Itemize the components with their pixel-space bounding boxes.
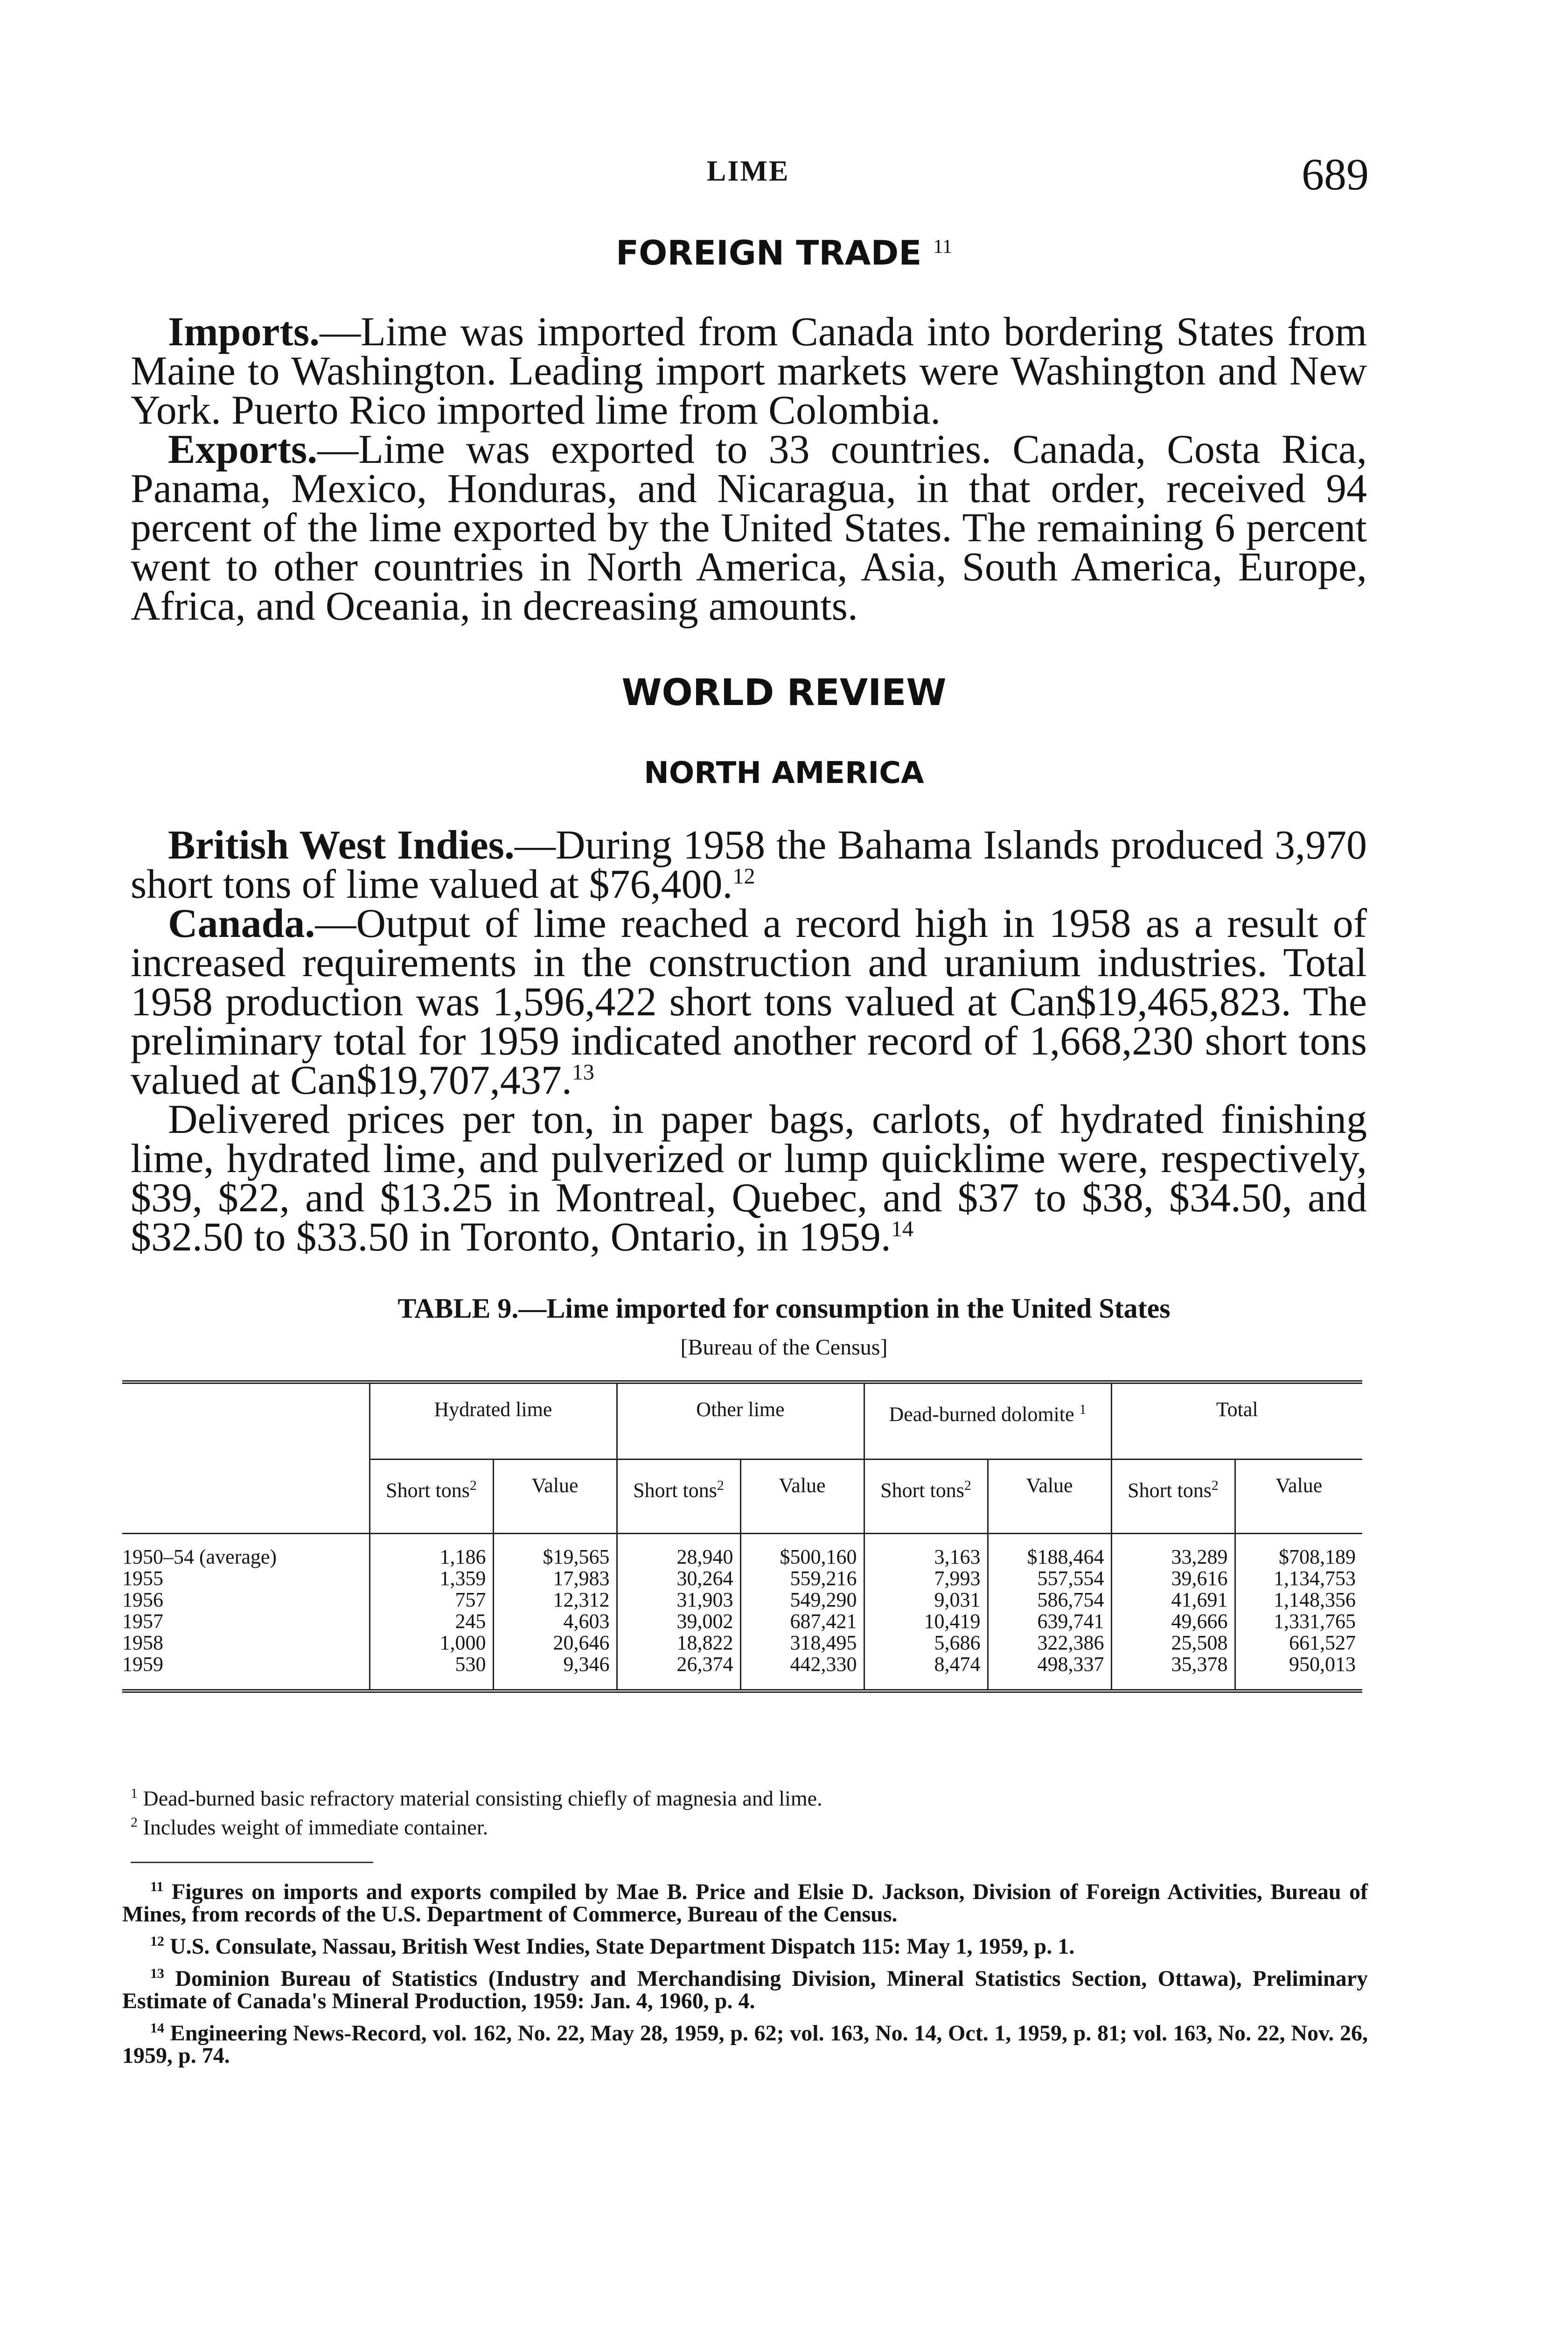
table-cell: 33,289 bbox=[1111, 1534, 1235, 1568]
table-cell: 9,031 bbox=[864, 1589, 988, 1611]
footnote-text: Figures on imports and exports compiled by Mae B. Price and Elsie D. Jackson, Division of Foreign Activities, Bureau of Mines, from records of the U.S. Department of Commerce, Bureau of the Census. bbox=[122, 1879, 1368, 1927]
table-cell: 1,331,765 bbox=[1235, 1611, 1362, 1632]
table-cell: $500,160 bbox=[740, 1534, 864, 1568]
table-cell: 31,903 bbox=[617, 1589, 740, 1611]
running-header bbox=[0, 148, 1568, 200]
footnote-text: Engineering News-Record, vol. 162, No. 22, May 28, 1959, p. 62; vol. 163, No. 14, Oct. 1, 1959, p. 81; vol. 163, No. 22, Nov. 26, 1959, p. 74. bbox=[122, 2021, 1368, 2068]
row-year: 1959 bbox=[122, 1653, 163, 1676]
table-cell: 7,993 bbox=[864, 1568, 988, 1589]
table-cell: 1,134,753 bbox=[1235, 1568, 1362, 1589]
footnote-mark: 14 bbox=[150, 2020, 164, 2036]
prices-paragraph bbox=[131, 1097, 1367, 1260]
row-year: 1958 bbox=[122, 1631, 163, 1654]
imports-paragraph bbox=[131, 309, 1367, 433]
table-cell: 442,330 bbox=[740, 1654, 864, 1691]
table-note-1-mark: 1 bbox=[131, 1786, 138, 1801]
table-cell: 557,554 bbox=[988, 1568, 1111, 1589]
table-cell: 757 bbox=[369, 1589, 493, 1611]
footnote bbox=[122, 1876, 1368, 1926]
table-cell: 39,616 bbox=[1111, 1568, 1235, 1589]
col-dolomite-value: Value bbox=[988, 1460, 1111, 1534]
canada-paragraph bbox=[131, 901, 1367, 1103]
table-cell: 8,474 bbox=[864, 1654, 988, 1691]
table-row bbox=[122, 1654, 1362, 1691]
table-cell: 39,002 bbox=[617, 1611, 740, 1632]
table-note-1-text: Dead-burned basic refractory material consisting chiefly of magnesia and lime. bbox=[143, 1786, 822, 1810]
table-cell: 35,378 bbox=[1111, 1654, 1235, 1691]
table-cell: 687,421 bbox=[740, 1611, 864, 1632]
world-review-heading: WORLD REVIEW bbox=[621, 672, 947, 714]
bwi-paragraph bbox=[131, 823, 1367, 907]
bwi-lead: British West Indies. bbox=[168, 823, 515, 868]
col-other-tons bbox=[617, 1460, 740, 1534]
table-cell: 17,983 bbox=[493, 1568, 617, 1589]
table-cell: 559,216 bbox=[740, 1568, 864, 1589]
col-total-value: Value bbox=[1235, 1460, 1362, 1534]
prices-note-mark: 14 bbox=[891, 1216, 913, 1242]
table-cell: $708,189 bbox=[1235, 1534, 1362, 1568]
col-group-dolomite bbox=[864, 1382, 1111, 1460]
footnotes bbox=[122, 1876, 1368, 2072]
table-cell: 3,163 bbox=[864, 1534, 988, 1568]
table-cell: 10,419 bbox=[864, 1611, 988, 1632]
running-title: LIME bbox=[707, 155, 790, 187]
col-group-other: Other lime bbox=[617, 1382, 864, 1460]
col-other-value: Value bbox=[740, 1460, 864, 1534]
table-cell: 661,527 bbox=[1235, 1632, 1362, 1654]
row-year: 1957 bbox=[122, 1610, 163, 1633]
table-cell: 549,290 bbox=[740, 1589, 864, 1611]
exports-paragraph bbox=[131, 427, 1367, 629]
dolomite-note-mark: 1 bbox=[1079, 1402, 1087, 1417]
table-caption: TABLE 9.—Lime imported for consumption in the United States bbox=[397, 1293, 1171, 1324]
table-note-1 bbox=[131, 1781, 1367, 1810]
col-other-tons-label: Short tons bbox=[633, 1479, 717, 1502]
page-number: 689 bbox=[1302, 149, 1369, 199]
col-dolomite-tons-label: Short tons bbox=[880, 1479, 964, 1502]
col-group-hydrated: Hydrated lime bbox=[369, 1382, 617, 1460]
table-cell: 4,603 bbox=[493, 1611, 617, 1632]
table-source: [Bureau of the Census] bbox=[680, 1335, 888, 1360]
row-year: 1950–54 (average) bbox=[122, 1545, 277, 1568]
footnote bbox=[122, 2017, 1368, 2067]
footnote-text: Dominion Bureau of Statistics (Industry and Merchandising Division, Mineral Statistics Section, Ottawa), Preliminary Estimate of Canada's Mineral Production, 1959: Jan. 4, 1960, p. 4. bbox=[122, 1966, 1368, 2013]
table-cell: 586,754 bbox=[988, 1589, 1111, 1611]
footnote-mark: 13 bbox=[150, 1966, 164, 1981]
table-cell: 498,337 bbox=[988, 1654, 1111, 1691]
foreign-trade-note-mark: 11 bbox=[933, 236, 952, 258]
table-notes bbox=[131, 1781, 1367, 1840]
table-cell: 9,346 bbox=[493, 1654, 617, 1691]
table-row bbox=[122, 1589, 1362, 1611]
table-row bbox=[122, 1632, 1362, 1654]
table-cell: 1,148,356 bbox=[1235, 1589, 1362, 1611]
col-total-tons-label: Short tons bbox=[1128, 1479, 1212, 1502]
footnote bbox=[122, 1930, 1368, 1958]
table-cell: 5,686 bbox=[864, 1632, 988, 1654]
foreign-trade-heading-text: FOREIGN TRADE bbox=[616, 233, 922, 272]
canada-text: —Output of lime reached a record high in 1958 as a result of increased requirements in the construction and uranium industries. Total 1958 production was 1,596,422 short tons valued at Can$19,465,823. The preliminary total for 1959 indicated another record of 1,668,230 short tons valued at Can$19,707,437. bbox=[131, 901, 1367, 1103]
footnote-mark: 12 bbox=[150, 1934, 164, 1949]
col-hydrated-tons bbox=[369, 1460, 493, 1534]
table-cell: 26,374 bbox=[617, 1654, 740, 1691]
prices-text: Delivered prices per ton, in paper bags, carlots, of hydrated finishing lime, hydrated lime, and pulverized or lump quicklime were, respectively, $39, $22, and $13.25 in Montreal, Quebec, and $37 to $38, $34.50, and $32.50 to $33.50 in Toronto, Ontario, in 1959. bbox=[131, 1097, 1367, 1260]
table-cell: 318,495 bbox=[740, 1632, 864, 1654]
north-america-subheading: NORTH AMERICA bbox=[644, 756, 924, 790]
tons-note-mark: 2 bbox=[469, 1478, 477, 1493]
exports-text: —Lime was exported to 33 countries. Canada, Costa Rica, Panama, Mexico, Honduras, and Nicaragua, in that order, received 94 percent of the lime exported by the United States. The remaining 6 percent went to other countries in North America, Asia, South America, Europe, Africa, and Oceania, in decreasing amounts. bbox=[131, 427, 1367, 629]
tons-note-mark: 2 bbox=[717, 1478, 724, 1493]
table-note-2 bbox=[131, 1810, 1367, 1839]
row-year: 1955 bbox=[122, 1567, 163, 1590]
table-cell: $19,565 bbox=[493, 1534, 617, 1568]
table-cell: 1,359 bbox=[369, 1568, 493, 1589]
col-total-tons bbox=[1111, 1460, 1235, 1534]
table-note-2-text: Includes weight of immediate container. bbox=[143, 1815, 488, 1839]
table-row bbox=[122, 1568, 1362, 1589]
table-cell: $188,464 bbox=[988, 1534, 1111, 1568]
col-dolomite-tons bbox=[864, 1460, 988, 1534]
footnote-rule bbox=[131, 1862, 373, 1863]
footnote-mark: 11 bbox=[150, 1879, 164, 1894]
col-hydrated-tons-label: Short tons bbox=[386, 1479, 470, 1502]
table-cell: 950,013 bbox=[1235, 1654, 1362, 1691]
lime-imports-table bbox=[122, 1380, 1362, 1693]
tons-note-mark: 2 bbox=[1211, 1478, 1219, 1493]
canada-lead: Canada. bbox=[168, 901, 315, 946]
foreign-trade-heading bbox=[0, 233, 1568, 272]
imports-text: —Lime was imported from Canada into bordering States from Maine to Washington. Leading import markets were Washington and New York. Puerto Rico imported lime from Colombia. bbox=[131, 309, 1367, 433]
bwi-text: —During 1958 the Bahama Islands produced 3,970 short tons of lime valued at $76,400. bbox=[131, 823, 1367, 907]
exports-lead: Exports. bbox=[168, 427, 318, 472]
bwi-note-mark: 12 bbox=[732, 864, 755, 889]
table-cell: 49,666 bbox=[1111, 1611, 1235, 1632]
table-cell: 322,386 bbox=[988, 1632, 1111, 1654]
table-note-2-mark: 2 bbox=[131, 1815, 138, 1830]
tons-note-mark: 2 bbox=[964, 1478, 971, 1493]
row-year: 1956 bbox=[122, 1588, 163, 1611]
table-row bbox=[122, 1534, 1362, 1568]
table-cell: 41,691 bbox=[1111, 1589, 1235, 1611]
col-hydrated-value: Value bbox=[493, 1460, 617, 1534]
table-cell: 245 bbox=[369, 1611, 493, 1632]
table-cell: 18,822 bbox=[617, 1632, 740, 1654]
col-group-dolomite-label: Dead-burned dolomite bbox=[889, 1403, 1074, 1426]
table-cell: 639,741 bbox=[988, 1611, 1111, 1632]
table-cell: 28,940 bbox=[617, 1534, 740, 1568]
table-corner bbox=[122, 1382, 369, 1534]
table-cell: 30,264 bbox=[617, 1568, 740, 1589]
footnote-text: U.S. Consulate, Nassau, British West Indies, State Department Dispatch 115: May 1, 1959, p. 1. bbox=[170, 1934, 1075, 1959]
table-body bbox=[122, 1534, 1362, 1691]
table-row bbox=[122, 1611, 1362, 1632]
canada-note-mark: 13 bbox=[571, 1060, 594, 1085]
table-cell: 12,312 bbox=[493, 1589, 617, 1611]
table-cell: 25,508 bbox=[1111, 1632, 1235, 1654]
table-cell: 530 bbox=[369, 1654, 493, 1691]
table-cell: 20,646 bbox=[493, 1632, 617, 1654]
table-cell: 1,186 bbox=[369, 1534, 493, 1568]
footnote bbox=[122, 1963, 1368, 2012]
table-cell: 1,000 bbox=[369, 1632, 493, 1654]
imports-lead: Imports. bbox=[168, 309, 320, 355]
col-group-total: Total bbox=[1111, 1382, 1362, 1460]
